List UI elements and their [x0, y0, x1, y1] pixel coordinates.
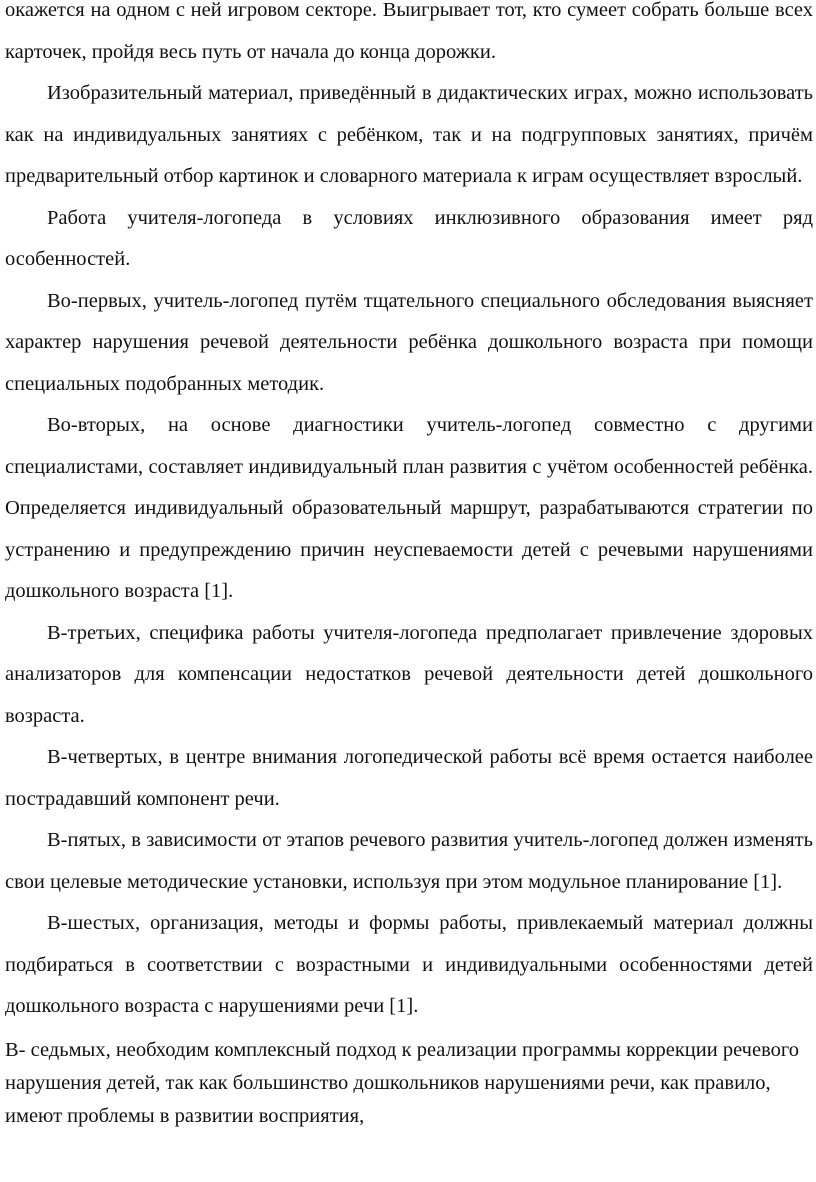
- paragraph-firstly: Во-первых, учитель-логопед путём тщательного специального обследования выясняет характер нарушения речевой деятельности ребёнка дошкольного возраста при помощи специальных подобранных методик.: [5, 289, 813, 395]
- paragraph-game-rules-end: окажется на одном с ней игровом секторе. Выигрывает тот, кто сумеет собрать больше всех карточек, пройдя весь путь от начала до конца дорожки.: [5, 0, 813, 63]
- paragraph-fifthly: В-пятых, в зависимости от этапов речевого развития учитель-логопед должен изменять свои целевые методические установки, используя при этом модульное планирование [1].: [5, 829, 813, 893]
- paragraph-fourthly: В-четвертых, в центре внимания логопедической работы всё время остается наиболее пострадавший компонент речи.: [5, 746, 813, 810]
- paragraph-seventhly: В- седьмых, необходим комплексный подход к реализации программы коррекции речевого нарушения детей, так как большинство дошкольников нарушениями речи, как правило, имеют проблемы в развитии восприятия,: [5, 1038, 800, 1127]
- paragraph-visual-material: Изобразительный материал, приведённый в дидактических играх, можно использовать как на индивидуальных занятиях с ребёнком, так и на подгрупповых занятиях, причём предварительный отбор картинок и словарного материала к играм осуществляет взрослый.: [5, 82, 813, 187]
- paragraph-secondly: Во-вторых, на основе диагностики учитель-логопед совместно с другими специалистами, составляет индивидуальный план развития с учётом особенностей ребёнка. Определяется индивидуальный образовательный маршрут, разрабатываются стратегии по устранению и предупреждению причин неуспеваемости детей с речевыми нарушениями дошкольного возраста [1].: [5, 414, 813, 602]
- paragraph-speech-therapist-features: Работа учителя-логопеда в условиях инклюзивного образования имеет ряд особенностей.: [5, 206, 813, 270]
- paragraph-thirdly: В-третьих, специфика работы учителя-логопеда предполагает привлечение здоровых анализаторов для компенсации недостатков речевой деятельности детей дошкольного возраста.: [5, 621, 813, 727]
- paragraph-sixthly: В-шестых, организация, методы и формы работы, привлекаемый материал должны подбираться в соответствии с возрастными и индивидуальными особенностями детей дошкольного возраста с нарушениями речи [1].: [5, 912, 813, 1017]
